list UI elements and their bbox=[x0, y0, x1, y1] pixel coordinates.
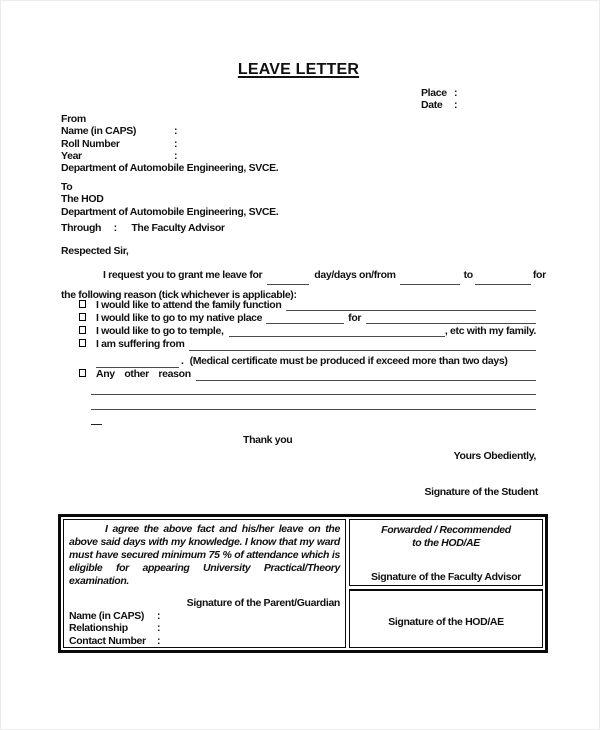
native-reason-blank bbox=[366, 313, 536, 324]
contact-number-row bbox=[69, 635, 340, 647]
illness-blank bbox=[189, 340, 536, 351]
contact-number-colon: : bbox=[157, 634, 161, 647]
endorsement-right-column bbox=[349, 519, 543, 648]
hod-ae-cell bbox=[349, 589, 543, 648]
page-title: LEAVE LETTER bbox=[237, 61, 360, 78]
request-mid2: to bbox=[463, 269, 473, 281]
field-row-name bbox=[61, 125, 278, 137]
place-label: Place bbox=[421, 87, 447, 99]
name-label: Name (in CAPS) bbox=[61, 125, 137, 138]
short-dash-mark bbox=[91, 418, 102, 425]
item-text: I would like to go to temple, bbox=[96, 325, 224, 338]
through-colon: : bbox=[113, 222, 117, 234]
extra-writing-lines bbox=[91, 380, 536, 410]
place-date-block bbox=[421, 87, 457, 112]
signature-of-faculty-advisor-label: Signature of the Faculty Advisor bbox=[370, 570, 522, 583]
temple-blank bbox=[229, 326, 445, 337]
forwarded-recommended-text: Forwarded / Recommended bbox=[381, 524, 511, 536]
to-date-blank bbox=[475, 274, 531, 285]
from-department: Department of Automobile Engineering, SVCE. bbox=[61, 162, 279, 175]
from-date-blank bbox=[400, 274, 460, 285]
checkbox-icon bbox=[79, 313, 86, 321]
signature-of-parent-label: Signature of the Parent/Guardian bbox=[186, 597, 340, 609]
days-count-blank bbox=[267, 274, 309, 285]
checklist-item-temple bbox=[61, 324, 536, 337]
letter-content bbox=[61, 1, 546, 730]
item-text: I would like to attend the family function bbox=[96, 298, 282, 311]
medical-note-row bbox=[61, 355, 536, 368]
field-row-year bbox=[61, 150, 278, 162]
parent-declaration-paragraph: I agree the above fact and his/her leave on the above said days with my knowledge. I know that my ward must have secured minimum 75 % of attendance which is eligible for appearing University Practical/Theory examination. bbox=[69, 523, 340, 587]
note-period: . bbox=[181, 355, 184, 368]
illness-continuation-blank bbox=[96, 357, 179, 368]
checklist-item-native-place bbox=[61, 311, 536, 324]
date-label: Date bbox=[421, 99, 443, 112]
to-hod: The HOD bbox=[61, 193, 104, 206]
checklist-item-other bbox=[61, 368, 536, 381]
parent-name-colon: : bbox=[157, 610, 161, 622]
relationship-colon: : bbox=[157, 622, 161, 635]
title-wrap bbox=[61, 61, 536, 78]
signature-of-hod-ae-label: Signature of the HOD/AE bbox=[388, 615, 504, 628]
native-place-blank bbox=[266, 313, 344, 324]
roll-colon: : bbox=[174, 137, 178, 150]
place-colon: : bbox=[454, 87, 458, 99]
date-row bbox=[421, 99, 457, 111]
item-suffix: , etc with my family. bbox=[444, 325, 536, 338]
through-label: Through bbox=[61, 222, 102, 234]
item-text: I would like to go to my native place bbox=[96, 311, 263, 324]
writing-line bbox=[91, 395, 536, 410]
to-the-hod-ae-text: to the HOD/AE bbox=[412, 536, 480, 549]
relationship-row bbox=[69, 622, 340, 634]
place-row bbox=[421, 87, 457, 99]
from-heading: From bbox=[61, 113, 86, 125]
checkbox-icon bbox=[79, 339, 86, 347]
to-heading: To bbox=[61, 181, 73, 193]
year-colon: : bbox=[174, 149, 178, 162]
name-colon: : bbox=[174, 125, 178, 138]
medical-certificate-note: (Medical certificate must be produced if exceed more than two days) bbox=[189, 355, 508, 368]
year-label: Year bbox=[61, 149, 82, 162]
through-value: The Faculty Advisor bbox=[131, 222, 225, 234]
writing-line bbox=[91, 380, 536, 395]
item-text: I am suffering from bbox=[96, 338, 185, 351]
checkbox-icon bbox=[79, 300, 86, 308]
request-tail: for bbox=[532, 269, 546, 281]
request-lead: I request you to grant me leave for bbox=[103, 269, 263, 281]
thank-you-text: Thank you bbox=[243, 434, 293, 446]
roll-number-label: Roll Number bbox=[61, 137, 120, 150]
family-function-blank bbox=[286, 300, 536, 311]
signature-of-student-label: Signature of the Student bbox=[424, 486, 538, 498]
item-mid-text: for bbox=[348, 311, 362, 324]
parent-name-label: Name (in CAPS) bbox=[69, 610, 145, 622]
relationship-label: Relationship bbox=[69, 622, 128, 635]
parent-name-row bbox=[69, 610, 340, 622]
date-colon: : bbox=[454, 99, 458, 112]
faculty-advisor-cell bbox=[349, 519, 543, 586]
parent-fields bbox=[69, 610, 340, 647]
request-mid1: day/days on/from bbox=[314, 269, 396, 281]
checklist-item-suffering bbox=[61, 338, 536, 351]
contact-number-label: Contact Number bbox=[69, 634, 146, 647]
other-reason-blank bbox=[196, 370, 536, 381]
request-line1 bbox=[61, 265, 546, 285]
checklist-item-family-function bbox=[61, 298, 536, 311]
checkbox-icon bbox=[79, 369, 86, 377]
request-line2: the following reason (tick whichever is applicable): bbox=[61, 289, 297, 301]
from-block bbox=[61, 113, 278, 174]
to-block bbox=[61, 181, 278, 218]
reason-checklist bbox=[61, 298, 536, 381]
parent-guardian-cell bbox=[63, 519, 346, 648]
salutation: Respected Sir, bbox=[61, 245, 129, 257]
checkbox-icon bbox=[79, 326, 86, 334]
field-row-roll bbox=[61, 138, 278, 150]
to-department: Department of Automobile Engineering, SVCE. bbox=[61, 205, 279, 218]
endorsement-table bbox=[58, 514, 548, 653]
item-text: Any other reason bbox=[96, 368, 191, 381]
yours-obediently-text: Yours Obediently, bbox=[453, 450, 536, 462]
through-line bbox=[61, 222, 225, 234]
